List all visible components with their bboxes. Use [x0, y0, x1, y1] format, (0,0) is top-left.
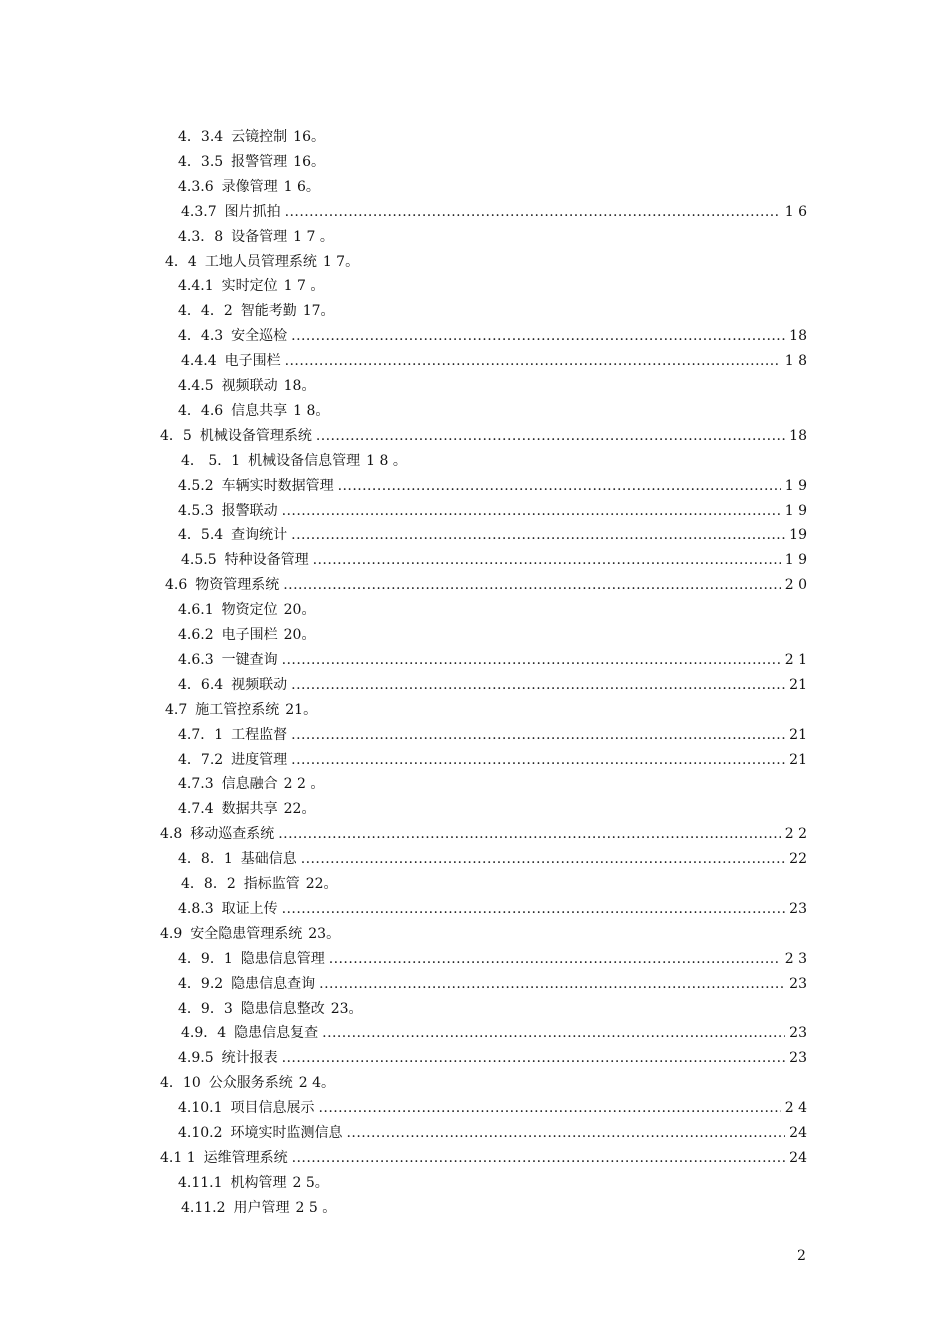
- toc-entry[interactable]: [178, 176, 320, 198]
- toc-entry-title: 隐患信息查询: [231, 975, 316, 992]
- toc-entry-title: 查询统计: [231, 527, 288, 544]
- toc-entry-number: 4.8.3: [178, 900, 214, 917]
- toc-entry[interactable]: [160, 1147, 807, 1169]
- toc-entry[interactable]: [178, 126, 325, 148]
- toc-entry[interactable]: [178, 724, 807, 746]
- toc-entry-page: 16。: [293, 129, 325, 145]
- toc-entry[interactable]: [160, 1072, 335, 1094]
- toc-dot-leader: [319, 973, 785, 995]
- toc-entry-number: 4．3.4: [178, 129, 224, 145]
- toc-entry[interactable]: [178, 400, 329, 422]
- toc-entry-title: 报警管理: [231, 153, 288, 170]
- toc-entry-number: 4.10.1: [178, 1100, 223, 1117]
- toc-entry-page: 1 9: [784, 552, 807, 569]
- toc-entry-title: 安全隐患管理系统: [190, 925, 303, 942]
- toc-entry-title: 取证上传: [221, 900, 278, 917]
- toc-entry-title: 车辆实时数据管理: [221, 477, 334, 494]
- toc-entry[interactable]: [181, 1022, 807, 1044]
- toc-entry-page: 1 6: [784, 203, 807, 220]
- toc-entry[interactable]: [178, 599, 315, 621]
- toc-entry[interactable]: [178, 1172, 329, 1194]
- toc-entry-page: 22: [789, 851, 807, 868]
- toc-entry-page: 18: [789, 427, 807, 444]
- toc-entry[interactable]: [181, 549, 807, 571]
- toc-entry[interactable]: [178, 898, 807, 920]
- toc-entry-title: 机构管理: [230, 1174, 287, 1191]
- toc-entry[interactable]: [178, 624, 315, 646]
- toc-dot-leader: [282, 1047, 786, 1069]
- toc-entry-page: 21: [789, 751, 807, 768]
- toc-entry-page: 1 6。: [283, 178, 320, 195]
- toc-entry[interactable]: [178, 275, 324, 297]
- toc-entry-number: 4.9.5: [178, 1050, 214, 1067]
- toc-entry-page: 24: [789, 1125, 807, 1141]
- toc-dot-leader: [338, 475, 781, 497]
- toc-entry-number: 4．3.5: [178, 153, 224, 170]
- toc-entry-number: 4.11.2: [181, 1199, 226, 1216]
- toc-entry[interactable]: [178, 151, 325, 173]
- toc-entry-number: 4.5.5: [181, 552, 217, 569]
- toc-entry-title: 公众服务系统: [208, 1075, 293, 1092]
- toc-entry-page: 2 5。: [292, 1174, 329, 1191]
- toc-entry-number: 4． 5．1: [181, 452, 241, 469]
- toc-entry-title: 物资管理系统: [195, 577, 280, 594]
- toc-entry-title: 隐患信息整改: [240, 1000, 325, 1017]
- toc-entry-number: 4.7．1: [178, 726, 224, 743]
- toc-entry-number: 4.6: [165, 577, 188, 594]
- toc-entry-title: 数据共享: [221, 801, 278, 818]
- toc-entry[interactable]: [160, 823, 807, 845]
- toc-entry[interactable]: [178, 998, 363, 1020]
- toc-entry-number: 4．7.2: [178, 751, 224, 768]
- toc-dot-leader: [316, 425, 785, 447]
- toc-dot-leader: [313, 549, 781, 571]
- toc-entry-title: 工程监督: [231, 726, 288, 743]
- toc-entry[interactable]: [165, 251, 359, 273]
- toc-dot-leader: [291, 674, 785, 696]
- toc-entry-page: 1 9: [784, 477, 807, 494]
- toc-entry-page: 2 2: [784, 826, 807, 843]
- toc-entry-page: 2 2 。: [283, 776, 325, 793]
- toc-entry-number: 4.9: [160, 925, 183, 942]
- toc-entry[interactable]: [178, 1047, 807, 1069]
- toc-dot-leader: [282, 898, 786, 920]
- toc-entry[interactable]: [178, 674, 807, 696]
- toc-entry-page: 21: [789, 676, 807, 693]
- toc-entry-title: 录像管理: [221, 178, 278, 195]
- toc-entry[interactable]: [178, 848, 807, 870]
- toc-dot-leader: [291, 524, 785, 546]
- toc-entry[interactable]: [181, 201, 807, 223]
- toc-entry-title: 隐患信息复查: [234, 1025, 319, 1042]
- toc-entry-title: 安全巡检: [231, 328, 288, 345]
- toc-entry-number: 4.6.1: [178, 602, 214, 619]
- toc-entry[interactable]: [178, 300, 335, 322]
- toc-entry-number: 4.3.7: [181, 203, 217, 220]
- toc-entry-title: 电子围栏: [221, 627, 278, 643]
- toc-entry-title: 隐患信息管理: [240, 950, 325, 967]
- toc-entry-number: 4.10.2: [178, 1125, 223, 1141]
- toc-entry[interactable]: [165, 699, 317, 721]
- toc-entry-title: 信息融合: [221, 776, 278, 793]
- toc-entry[interactable]: [178, 1122, 807, 1144]
- toc-entry-number: 4.11.1: [178, 1174, 223, 1191]
- toc-entry-title: 云镜控制: [231, 129, 288, 145]
- toc-entry-title: 视频联动: [221, 378, 278, 394]
- toc-entry-page: 23。: [308, 925, 341, 942]
- toc-dot-leader: [282, 500, 781, 522]
- toc-entry-page: 1 8: [784, 353, 807, 370]
- toc-entry-page: 2 1: [784, 651, 807, 668]
- toc-entry-title: 特种设备管理: [224, 552, 309, 569]
- toc-entry[interactable]: [181, 450, 407, 472]
- toc-entry-page: 1 8。: [293, 402, 330, 419]
- toc-entry-title: 视频联动: [231, 676, 288, 693]
- toc-dot-leader: [282, 649, 781, 671]
- toc-entry[interactable]: [178, 973, 807, 995]
- toc-dot-leader: [291, 325, 785, 347]
- toc-entry-page: 1 7 。: [293, 228, 334, 245]
- toc-entry-page: 18: [789, 328, 807, 345]
- toc-entry-page: 23: [789, 1050, 807, 1067]
- toc-entry-page: 22。: [283, 801, 316, 818]
- toc-entry-page: 2 3: [784, 950, 807, 967]
- toc-entry[interactable]: [178, 1097, 807, 1119]
- toc-dot-leader: [291, 724, 785, 746]
- toc-entry-number: 4.4.1: [178, 278, 214, 295]
- toc-entry[interactable]: [181, 1197, 336, 1219]
- toc-entry-title: 运维管理系统: [203, 1149, 288, 1166]
- toc-entry-title: 环境实时监测信息: [230, 1125, 343, 1141]
- toc-entry-number: 4．5: [160, 427, 192, 444]
- toc-entry-page: 1 9: [784, 502, 807, 519]
- toc-entry-number: 4.5.2: [178, 477, 214, 494]
- toc-entry-page: 23: [789, 1025, 807, 1042]
- toc-dot-leader: [291, 749, 785, 771]
- toc-entry[interactable]: [178, 325, 807, 347]
- toc-entry-title: 指标监管: [243, 876, 300, 892]
- toc-entry-number: 4．8．1: [178, 851, 233, 868]
- toc-entry-page: 22。: [305, 876, 338, 892]
- toc-entry-title: 移动巡查系统: [190, 826, 275, 843]
- toc-dot-leader: [292, 1147, 786, 1169]
- toc-entry-title: 智能考勤: [240, 303, 297, 320]
- toc-entry-number: 4.7.4: [178, 801, 214, 818]
- toc-entry[interactable]: [181, 350, 807, 372]
- toc-entry-page: 2 4: [784, 1100, 807, 1117]
- toc-entry-page: 21。: [285, 701, 318, 718]
- toc-entry-number: 4．6.4: [178, 676, 224, 693]
- toc-entry-page: 19: [789, 527, 807, 544]
- toc-entry-page: 16。: [293, 153, 325, 170]
- toc-entry-number: 4.3.6: [178, 178, 214, 195]
- toc-entry-page: 23。: [330, 1000, 363, 1017]
- toc-entry-title: 物资定位: [221, 602, 278, 619]
- toc-entry-number: 4.7: [165, 701, 188, 718]
- toc-entry[interactable]: [178, 798, 315, 820]
- toc-dot-leader: [278, 823, 780, 845]
- toc-entry[interactable]: [178, 226, 334, 248]
- toc-entry[interactable]: [181, 873, 338, 895]
- toc-entry-title: 统计报表: [221, 1050, 278, 1067]
- toc-entry-page: 2 5 。: [295, 1199, 337, 1216]
- toc-entry-page: 24: [789, 1149, 807, 1166]
- toc-entry-number: 4.1 1: [160, 1149, 196, 1166]
- toc-entry-number: 4．4.3: [178, 328, 224, 345]
- toc-entry[interactable]: [178, 649, 807, 671]
- toc-entry[interactable]: [178, 475, 807, 497]
- toc-entry-page: 23: [789, 900, 807, 917]
- toc-entry-page: 17。: [302, 303, 335, 320]
- page-number: 2: [797, 1248, 806, 1264]
- toc-entry-number: 4．9．1: [178, 950, 233, 967]
- toc-entry-title: 项目信息展示: [230, 1100, 315, 1117]
- toc-entry-page: 18。: [283, 378, 316, 394]
- toc-entry[interactable]: [178, 948, 807, 970]
- toc-dot-leader: [329, 948, 781, 970]
- toc-entry-title: 用户管理: [233, 1199, 290, 1216]
- toc-entry-number: 4．4.6: [178, 402, 224, 419]
- toc-entry[interactable]: [178, 773, 324, 795]
- toc-entry-title: 进度管理: [231, 751, 288, 768]
- toc-entry[interactable]: [178, 524, 807, 546]
- toc-entry-page: 20。: [283, 627, 316, 643]
- toc-entry-number: 4.6.2: [178, 627, 214, 643]
- toc-entry-number: 4.6.3: [178, 651, 214, 668]
- toc-entry-title: 机械设备管理系统: [199, 427, 312, 444]
- toc-entry-number: 4．9.2: [178, 975, 224, 992]
- toc-entry-title: 图片抓拍: [224, 203, 281, 220]
- toc-entry-number: 4.4.4: [181, 353, 217, 370]
- toc-entry-page: 2 0: [784, 577, 807, 594]
- toc-entry-title: 工地人员管理系统: [204, 253, 317, 270]
- toc-entry-page: 21: [789, 726, 807, 743]
- toc-entry-title: 设备管理: [231, 228, 288, 245]
- toc-dot-leader: [301, 848, 785, 870]
- toc-entry-number: 4.8: [160, 826, 183, 843]
- toc-entry-title: 电子围栏: [224, 353, 281, 370]
- toc-entry-title: 一键查询: [221, 651, 278, 668]
- toc-entry-title: 基础信息: [240, 851, 297, 868]
- toc-entry[interactable]: [165, 574, 807, 596]
- toc-entry-page: 1 7 。: [283, 278, 325, 295]
- toc-entry-title: 报警联动: [221, 502, 278, 519]
- toc-entry-title: 施工管控系统: [195, 701, 280, 718]
- toc-entry-page: 23: [789, 975, 807, 992]
- toc-entry-number: 4．4．2: [178, 303, 233, 320]
- toc-entry[interactable]: [178, 749, 807, 771]
- toc-entry-number: 4．10: [160, 1075, 201, 1092]
- toc-entry-number: 4.9．4: [181, 1025, 227, 1042]
- toc-entry-number: 4.4.5: [178, 378, 214, 394]
- toc-dot-leader: [319, 1097, 781, 1119]
- toc-dot-leader: [285, 350, 781, 372]
- toc-entry-title: 实时定位: [221, 278, 278, 295]
- toc-dot-leader: [322, 1022, 785, 1044]
- toc-entry-number: 4．9．3: [178, 1000, 233, 1017]
- toc-entry[interactable]: [178, 500, 807, 522]
- toc-entry-title: 信息共享: [231, 402, 288, 419]
- toc-entry-page: 1 8 。: [366, 452, 407, 469]
- toc-dot-leader: [285, 201, 781, 223]
- toc-entry[interactable]: [160, 923, 340, 945]
- toc-entry-page: 1 7。: [322, 253, 360, 270]
- toc-entry-title: 机械设备信息管理: [248, 452, 361, 469]
- toc-entry-number: 4．8．2: [181, 876, 236, 892]
- toc-entry-page: 20。: [283, 602, 316, 619]
- toc-entry-number: 4.3．8: [178, 228, 224, 245]
- toc-entry-page: 2 4。: [298, 1075, 335, 1092]
- toc-entry[interactable]: [178, 375, 315, 397]
- toc-entry-number: 4.7.3: [178, 776, 214, 793]
- toc-dot-leader: [283, 574, 780, 596]
- toc-entry-number: 4．4: [165, 253, 197, 270]
- toc-entry-number: 4．5.4: [178, 527, 224, 544]
- toc-entry-number: 4.5.3: [178, 502, 214, 519]
- toc-entry[interactable]: [160, 425, 807, 447]
- toc-dot-leader: [347, 1122, 786, 1144]
